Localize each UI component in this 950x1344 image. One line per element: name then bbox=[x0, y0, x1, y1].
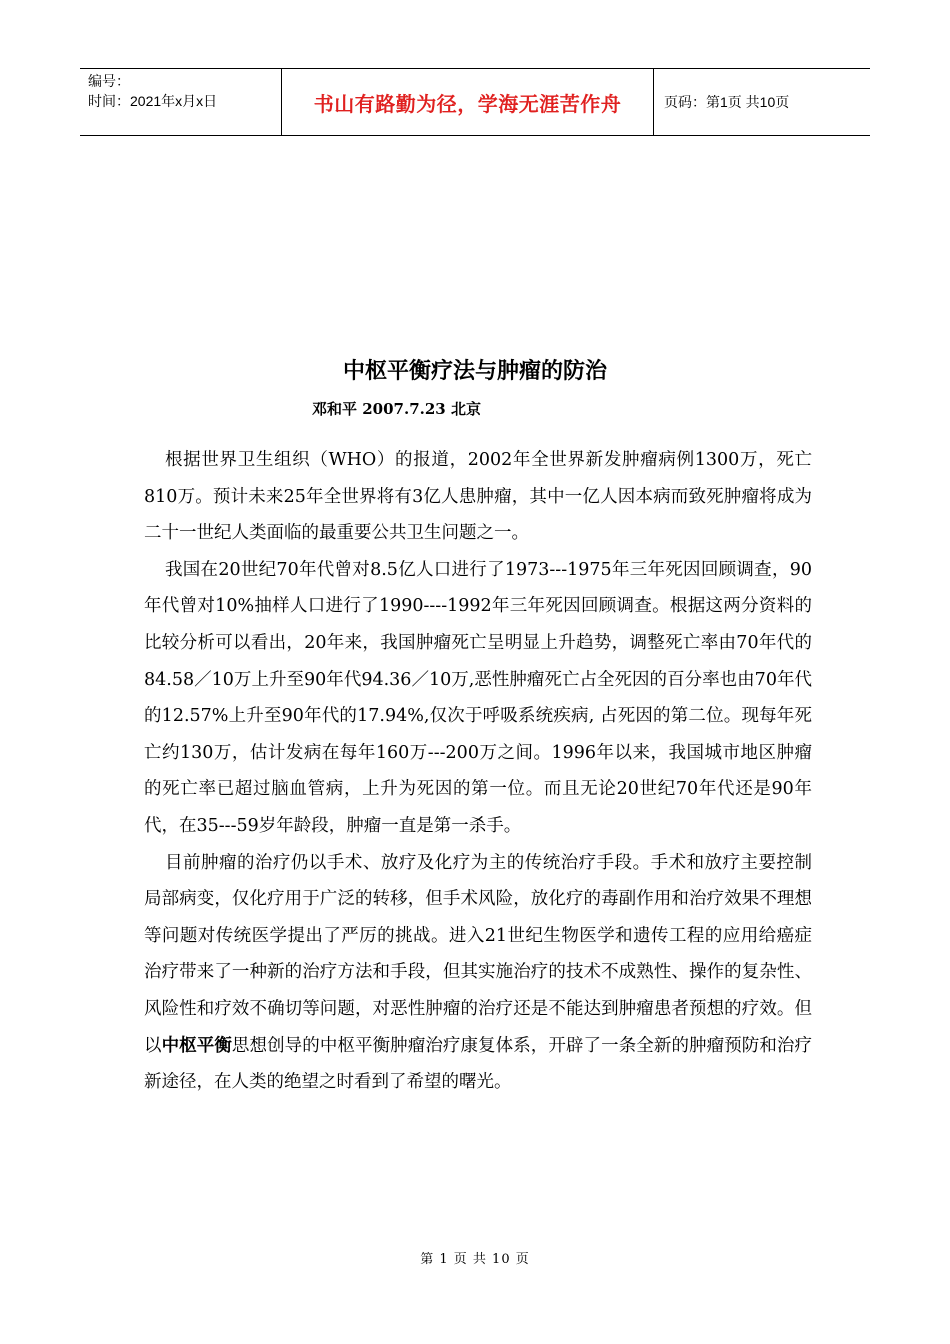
page-footer: 第 1 页 共 10 页 bbox=[420, 1252, 530, 1267]
document-title: 中枢平衡疗法与肿瘤的防治 bbox=[342, 359, 607, 384]
number-label: 编号： bbox=[88, 73, 130, 89]
paragraph-2: 我国在20世纪70年代曾对8.5亿人口进行了1973---1975年三年死因回顾调查，90年代曾对10%抽样人口进行了1990----1992年三年死因回顾调查。根据这两分资料的比较分析可以看出，20年来，我国肿瘤死亡呈明显上升趋势，调整死亡率由70年代的84.58／10万上升至90年代94.36／10万,恶性肿瘤死亡占全死因的百分率也由70年代的12.57%上升至90年代的17.94%,仅次于呼吸系统疾病, 占死因的第二位。现每年死亡约130万，估计发病在每年160万---200万之间。1996年以来，我国城市地区肿瘤的死亡率已超过脑血管病，上升为死因的第一位。而且无论20世纪70年代还是90年代，在35---59岁年龄段，肿瘤一直是第一杀手。 bbox=[144, 559, 812, 836]
header-motto-cell bbox=[282, 69, 654, 135]
time-label: 时间：2021年x月x日 bbox=[88, 93, 218, 109]
byline: 邓和平 2007.7.23 北京 bbox=[312, 400, 481, 418]
document-body bbox=[144, 442, 812, 1101]
header-table bbox=[80, 68, 870, 136]
paragraph-3 bbox=[144, 845, 812, 1101]
paragraph-1: 根据世界卫生组织（WHO）的报道，2002年全世界新发肿瘤病例1300万，死亡810万。预计未来25年全世界将有3亿人患肿瘤，其中一亿人因本病而致死肿瘤将成为二十一世纪人类面临的最重要公共卫生问题之一。 bbox=[144, 450, 812, 544]
paragraph-3-text-end: 思想创导的中枢平衡肿瘤治疗康复体系，开辟了一条全新的肿瘤预防和治疗新途径，在人类的绝望之时看到了希望的曙光。 bbox=[144, 1035, 813, 1093]
paragraph-3-emphasis: 中枢平衡 bbox=[161, 1035, 232, 1056]
header-meta-cell bbox=[80, 69, 282, 135]
motto-text: 书山有路勤为径，学海无涯苦作舟 bbox=[313, 91, 622, 116]
header-page-cell bbox=[654, 69, 870, 135]
paragraph-3-text: 目前肿瘤的治疗仍以手术、放疗及化疗为主的传统治疗手段。手术和放疗主要控制局部病变，仅化疗用于广泛的转移，但手术风险，放化疗的毒副作用和治疗效果不理想等问题对传统医学提出了严厉的挑战。进入21世纪生物医学和遗传工程的应用给癌症治疗带来了一种新的治疗方法和手段，但其实施治疗的技术不成熟性、操作的复杂性、风险性和疗效不确切等问题，对恶性肿瘤的治疗还是不能达到肿瘤患者预想的疗效。但以 bbox=[144, 852, 812, 1056]
page-info: 页码：第1页 共10页 bbox=[664, 94, 790, 110]
